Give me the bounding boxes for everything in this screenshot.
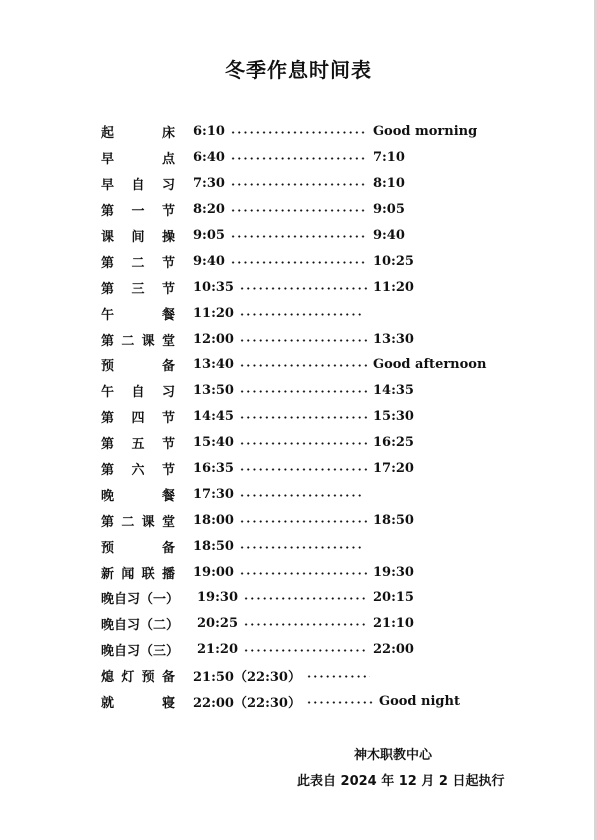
row-end-time: 13:30 xyxy=(372,331,414,347)
row-label: 午 自 习 xyxy=(101,385,175,401)
dot-leader xyxy=(239,494,364,497)
row-start-time: 11:20 xyxy=(193,305,234,321)
dot-leader xyxy=(239,546,364,549)
row-start-time: 17:30 xyxy=(193,486,234,502)
schedule-row xyxy=(101,274,571,300)
row-start-time: 14:45 xyxy=(193,409,234,425)
row-label: 第 五 节 xyxy=(101,437,175,453)
row-start-time: 9:05 xyxy=(193,228,225,243)
dot-leader xyxy=(306,701,374,704)
footer-organization: 神木职教中心 xyxy=(354,748,433,763)
row-start-time: 8:20 xyxy=(193,202,225,218)
row-start-time: 13:40 xyxy=(193,357,234,373)
row-end-time: 11:20 xyxy=(372,279,414,295)
dot-leader xyxy=(243,597,368,600)
dot-leader xyxy=(239,339,368,342)
dot-leader xyxy=(243,649,368,652)
row-start-time: 7:30 xyxy=(193,176,225,192)
schedule-row xyxy=(101,456,571,482)
dot-leader xyxy=(239,416,368,419)
row-label: 第 六 节 xyxy=(101,463,175,479)
dot-leader xyxy=(306,675,370,678)
row-start-time: 20:25 xyxy=(197,616,238,632)
row-end-time: 21:10 xyxy=(373,616,414,632)
row-start-time: 19:00 xyxy=(193,564,234,580)
schedule-row xyxy=(101,119,571,145)
row-label: 第 二 节 xyxy=(101,255,175,271)
row-start-time: 19:30 xyxy=(197,590,238,606)
row-label: 早 自 习 xyxy=(101,178,175,194)
row-label: 午 餐 xyxy=(101,307,175,323)
dot-leader xyxy=(239,287,368,290)
schedule-row xyxy=(101,223,571,249)
dot-leader xyxy=(239,364,368,367)
row-end-time: 16:25 xyxy=(372,435,414,451)
row-label: 新 闻 联 播 xyxy=(101,566,175,582)
row-label: 早 点 xyxy=(101,152,175,168)
dot-leader xyxy=(239,442,368,445)
row-label: 第 二 课 堂 xyxy=(101,514,175,530)
row-start-time: 13:50 xyxy=(193,383,234,399)
dot-leader xyxy=(230,235,368,238)
row-label: 预 备 xyxy=(101,359,175,375)
dot-leader xyxy=(230,209,368,212)
row-start-time: 18:00 xyxy=(193,512,234,528)
row-end-time: Good morning xyxy=(372,124,478,140)
dot-leader xyxy=(230,261,368,264)
schedule-row xyxy=(101,663,571,689)
row-label: 熄 灯 预 备 xyxy=(101,670,175,686)
dot-leader xyxy=(239,313,364,316)
schedule-row xyxy=(101,585,571,611)
row-label: 预 备 xyxy=(101,540,175,556)
row-start-time: 18:50 xyxy=(193,538,234,554)
row-end-time: 9:40 xyxy=(372,228,405,243)
dot-leader xyxy=(230,157,368,160)
row-start-time: 15:40 xyxy=(193,435,234,451)
dot-leader xyxy=(239,390,368,393)
schedule-row xyxy=(101,378,571,404)
row-end-time: 18:50 xyxy=(372,512,414,528)
schedule-row xyxy=(101,507,571,533)
row-end-time: 7:10 xyxy=(372,150,405,166)
row-start-time: 12:00 xyxy=(193,331,234,347)
row-end-time: 17:20 xyxy=(372,461,414,477)
row-end-time: Good night xyxy=(378,694,460,710)
page-title: 冬季作息时间表 xyxy=(225,58,372,82)
row-label: 就 寝 xyxy=(101,696,175,712)
schedule-row xyxy=(101,300,571,326)
row-end-time: 10:25 xyxy=(372,253,414,269)
row-end-time: 20:15 xyxy=(373,590,414,606)
dot-leader xyxy=(239,520,368,523)
schedule-row xyxy=(101,611,571,637)
schedule-row xyxy=(101,533,571,559)
row-start-time: 21:50（22:30） xyxy=(193,670,301,686)
dot-leader xyxy=(243,623,368,626)
schedule-row xyxy=(101,689,571,715)
row-start-time: 9:40 xyxy=(193,253,225,269)
row-label: 第 一 节 xyxy=(101,204,175,220)
dot-leader xyxy=(230,183,368,186)
row-end-time: 8:10 xyxy=(372,176,405,192)
dot-leader xyxy=(239,572,368,575)
schedule-row xyxy=(101,145,571,171)
dot-leader xyxy=(230,131,368,134)
schedule-row xyxy=(101,404,571,430)
row-end-time: 22:00 xyxy=(373,642,414,658)
row-label: 晚自习（二） xyxy=(101,618,180,634)
footer-effective-date: 此表自 2024 年 12 月 2 日起执行 xyxy=(297,774,505,789)
schedule-row xyxy=(101,326,571,352)
row-start-time: 6:40 xyxy=(193,150,225,166)
row-end-time: 19:30 xyxy=(372,564,414,580)
schedule-row xyxy=(101,171,571,197)
schedule-row xyxy=(101,197,571,223)
schedule-row xyxy=(101,352,571,378)
row-end-time: Good afternoon xyxy=(372,357,487,373)
row-label: 晚自习（一） xyxy=(101,592,180,608)
row-start-time: 22:00（22:30） xyxy=(193,696,301,712)
row-start-time: 16:35 xyxy=(193,461,234,477)
schedule-row xyxy=(101,430,571,456)
row-end-time: 14:35 xyxy=(372,383,414,399)
row-end-time: 9:05 xyxy=(372,202,405,218)
row-start-time: 21:20 xyxy=(197,642,238,658)
row-label: 起 床 xyxy=(101,126,175,142)
schedule-row xyxy=(101,248,571,274)
schedule-row xyxy=(101,637,571,663)
schedule-table xyxy=(101,119,571,714)
row-start-time: 6:10 xyxy=(193,124,225,140)
schedule-row xyxy=(101,559,571,585)
row-end-time: 15:30 xyxy=(372,409,414,425)
row-label: 第 三 节 xyxy=(101,281,175,297)
row-label: 第 二 课 堂 xyxy=(101,333,175,349)
row-start-time: 10:35 xyxy=(193,279,234,295)
schedule-row xyxy=(101,481,571,507)
row-label: 课 间 操 xyxy=(101,230,175,245)
row-label: 第 四 节 xyxy=(101,411,175,427)
row-label: 晚 餐 xyxy=(101,488,175,504)
dot-leader xyxy=(239,468,368,471)
row-label: 晚自习（三） xyxy=(101,644,180,660)
